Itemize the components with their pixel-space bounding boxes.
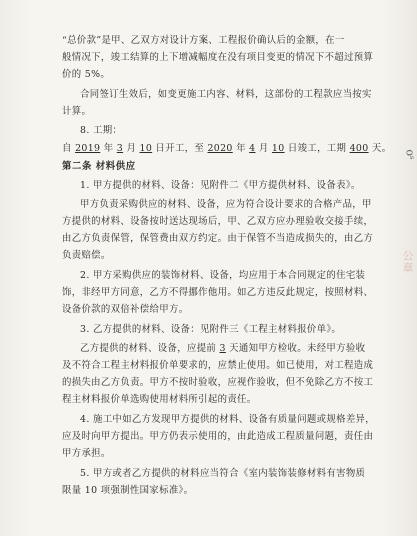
schedule-line — [62, 143, 391, 155]
end-year: 2020 — [207, 143, 233, 154]
paragraph-line: 计算。 — [62, 106, 92, 117]
notice-suffix: 天通知甲方检收。未经甲方验收 — [229, 343, 366, 354]
seal-stamp: 公章 — [401, 250, 414, 274]
month-char: 月 — [126, 143, 137, 154]
paragraph-line: 程主材料报价单选购使用材料所引起的责任。 — [62, 394, 257, 405]
schedule-mid: 日开工，至 — [155, 143, 205, 154]
year-char: 年 — [236, 143, 246, 154]
margin-mark: oˢ — [403, 149, 417, 160]
paragraph-line: 负责赔偿。 — [62, 250, 111, 261]
paragraph-line: 合同签订生效后，如变更施工内容、材料，这部份的工程款应当按实 — [80, 89, 372, 100]
paragraph-line: 甲方负责采购供应的材料、设备，应为符合设计要求的合格产品，甲 — [80, 199, 372, 210]
paragraph-line: 般情况下，竣工结算的上下增减幅度在没有项目变更的情况下不超过预算 — [62, 52, 374, 63]
paragraph-line: 2. 甲方采购供应的装饰材料、设备，均应用于本合同规定的住宅装 — [80, 270, 366, 281]
start-year: 2019 — [75, 143, 101, 154]
paragraph-line: 3. 乙方提供的材料、设备：见附件三《工程主材料报价单》。 — [80, 324, 342, 335]
schedule-prefix: 自 — [62, 143, 72, 154]
paragraph-line: “总价款”是甲、乙双方对设计方案、工程报价确认后的金额，在一 — [62, 35, 345, 46]
days-unit: 天。 — [371, 143, 392, 154]
schedule-end-text: 日竣工，工期 — [287, 143, 347, 154]
paragraph-line: 方提供的材料、设备按时送达现场后，甲、乙双方应办理验收交接手续， — [62, 216, 374, 227]
start-month: 3 — [116, 143, 124, 154]
year-char: 年 — [103, 143, 114, 154]
section-title: 第二条 材料供应 — [62, 161, 136, 172]
duration-days: 400 — [349, 143, 369, 154]
paragraph-line: 及不符合工程主材料报价单要求的，应禁止使用。如已使用，对工程造成 — [62, 360, 374, 371]
paragraph-line: 甲方承担。 — [62, 448, 111, 459]
month-char: 月 — [258, 143, 269, 154]
paragraph-line: 限量 10 项强制性国家标准》。 — [62, 485, 194, 496]
paragraph-line: 由乙方负责保管，保管费由双方约定。由于保管不当造成损失的，由乙方 — [62, 233, 374, 244]
paragraph-line: 价的 5%。 — [62, 69, 111, 80]
paragraph-line: 5. 甲方或者乙方提供的材料应当符合《室内装饰装修材料有害物质 — [80, 468, 366, 479]
paragraph-line: 设备价款的双倍补偿给甲方。 — [62, 304, 189, 315]
paragraph-line: 4. 施工中如乙方发现甲方提供的材料、设备有质量问题或规格差异， — [80, 414, 376, 425]
paragraph-line: 饰，非经甲方同意，乙方不得挪作他用。如乙方违反此规定，按照材料、 — [62, 287, 374, 298]
end-month: 4 — [249, 143, 256, 154]
paragraph-line: 1. 甲方提供的材料、设备：见附件二《甲方提供材料、设备表》。 — [80, 180, 361, 191]
paragraph-line: 应及时向甲方提出。甲方仍表示使用的，由此造成工程质量问题，责任由 — [62, 431, 374, 442]
notice-prefix: 乙方提供的材料、设备，应提前 — [80, 343, 217, 354]
notice-line — [80, 343, 365, 355]
end-day: 10 — [271, 143, 285, 154]
start-day: 10 — [139, 143, 153, 154]
notice-days: 3 — [219, 343, 226, 354]
paragraph-line: 的损失由乙方负责。甲方不按时验收，应视作验收，但不免除乙方不按工 — [62, 377, 374, 388]
schedule-heading: 8. 工期： — [80, 125, 123, 136]
